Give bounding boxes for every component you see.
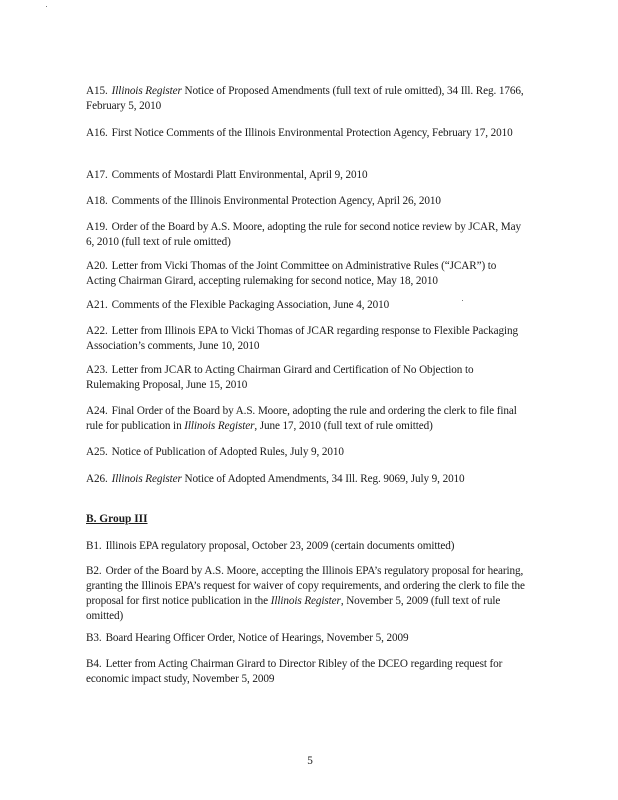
section-heading-group-iii: B. Group III — [86, 513, 148, 525]
page-number: 5 — [307, 755, 313, 767]
entry-number: B1. — [86, 540, 102, 552]
entry-b2: B2. Order of the Board by A.S. Moore, accepting the Illinois EPA’s regulatory proposal for hearing, granting the Illinois EPA’s request for waiver of copy requirements, and ordering the clerk to file the proposal for first notice publication in the Illinois Register, November 5, 2009 (full text of rule omitted) — [86, 565, 525, 622]
scan-speck — [46, 6, 47, 7]
entry-number: A21. — [86, 299, 108, 311]
entry-a21: A21. Comments of the Flexible Packaging Association, June 4, 2010 — [86, 299, 390, 311]
entry-a24: A24. Final Order of the Board by A.S. Moore, adopting the rule and ordering the clerk to file final rule for publication in Illinois Register, June 17, 2010 (full text of rule omitted) — [86, 405, 517, 432]
entry-number: A26. — [86, 473, 108, 485]
entry-number: B3. — [86, 632, 102, 644]
entry-number: B4. — [86, 658, 102, 670]
entry-number: A24. — [86, 405, 108, 417]
entry-a25: A25. Notice of Publication of Adopted Rules, July 9, 2010 — [86, 446, 344, 458]
entry-a26: A26. Illinois Register Notice of Adopted Amendments, 34 Ill. Reg. 9069, July 9, 2010 — [86, 473, 465, 485]
entry-a22: A22. Letter from Illinois EPA to Vicki Thomas of JCAR regarding response to Flexible Packaging Association’s comments, June 10, 2010 — [86, 325, 518, 352]
entry-a23: A23. Letter from JCAR to Acting Chairman Girard and Certification of No Objection to Rulemaking Proposal, June 15, 2010 — [86, 364, 474, 391]
entry-number: A20. — [86, 260, 108, 272]
entry-number: A22. — [86, 325, 108, 337]
entry-b4: B4. Letter from Acting Chairman Girard to Director Ribley of the DCEO regarding request for economic impact study, November 5, 2009 — [86, 658, 503, 685]
entry-number: A18. — [86, 195, 108, 207]
entry-a17: A17. Comments of Mostardi Platt Environmental, April 9, 2010 — [86, 169, 368, 181]
entry-a18: A18. Comments of the Illinois Environmental Protection Agency, April 26, 2010 — [86, 195, 441, 207]
entry-number: A15. — [86, 85, 108, 97]
entry-a16: A16. First Notice Comments of the Illinois Environmental Protection Agency, February 17, 2010 — [86, 127, 513, 139]
entry-number: A23. — [86, 364, 108, 376]
entry-number: A25. — [86, 446, 108, 458]
entry-number: A17. — [86, 169, 108, 181]
entry-a20: A20. Letter from Vicki Thomas of the Joint Committee on Administrative Rules (“JCAR”) to Acting Chairman Girard, accepting rulemaking for second notice, May 18, 2010 — [86, 260, 497, 287]
entry-b3: B3. Board Hearing Officer Order, Notice of Hearings, November 5, 2009 — [86, 632, 409, 644]
entry-number: A19. — [86, 221, 108, 233]
entry-a15: A15. Illinois Register Notice of Proposed Amendments (full text of rule omitted), 34 Ill. Reg. 1766, February 5, 2010 — [86, 85, 524, 112]
entry-b1: B1. Illinois EPA regulatory proposal, October 23, 2009 (certain documents omitted) — [86, 540, 455, 552]
entry-number: B2. — [86, 565, 102, 577]
entry-a19: A19. Order of the Board by A.S. Moore, adopting the rule for second notice review by JCAR, May 6, 2010 (full text of rule omitted) — [86, 221, 521, 248]
entry-number: A16. — [86, 127, 108, 139]
